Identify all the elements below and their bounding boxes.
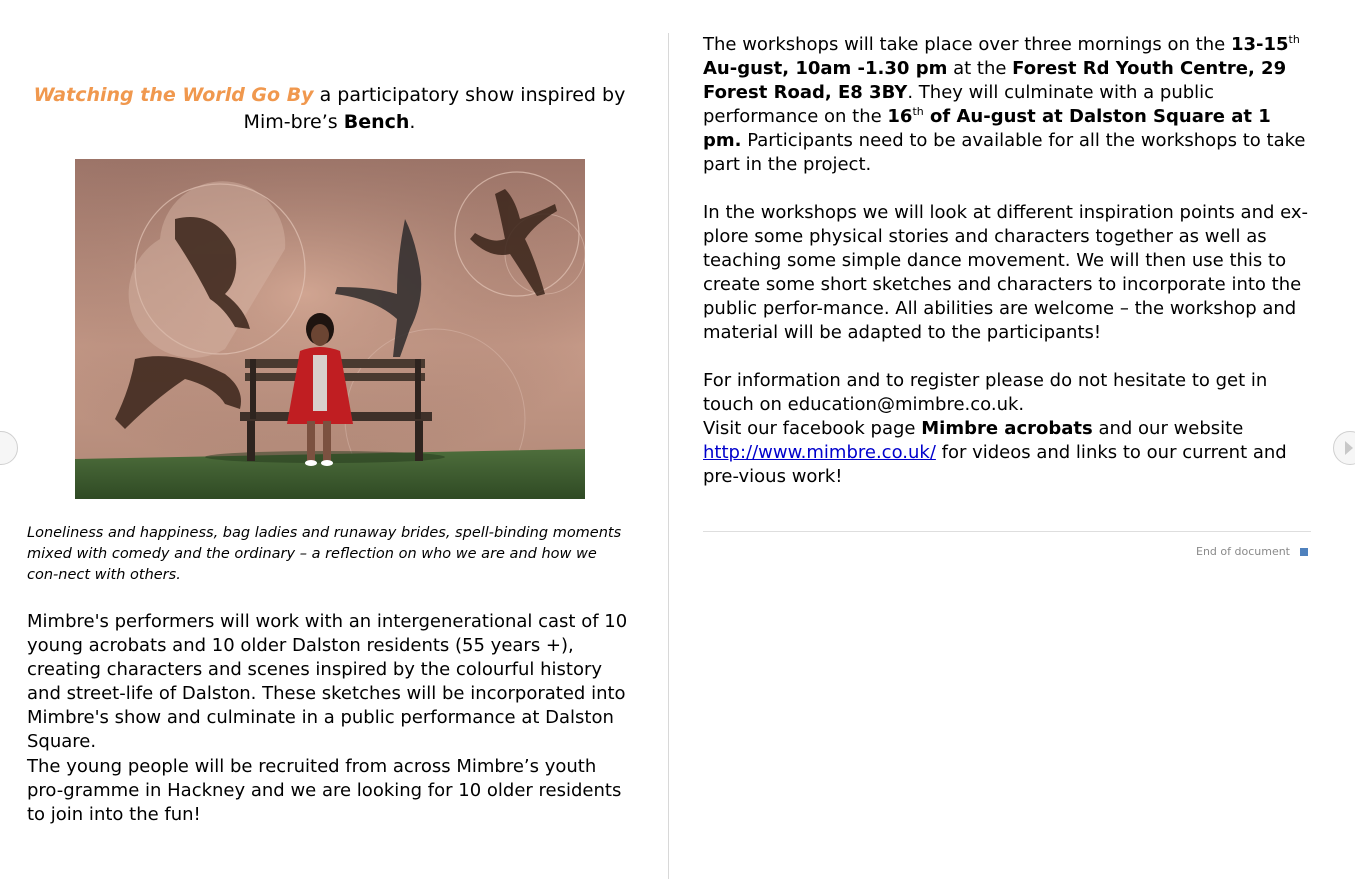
text: Visit our facebook page — [703, 418, 922, 439]
text: and our website — [1092, 418, 1244, 439]
text: . They will culminate with a public performance on the — [703, 82, 1215, 127]
text: Participants need to be available for all the workshops to take part in the project. — [703, 130, 1306, 175]
text: for videos and links to our current and pre-vious work! — [703, 442, 1287, 487]
end-of-document-label: End of document — [1196, 545, 1290, 558]
performance-photo — [75, 159, 585, 499]
show-title — [27, 82, 632, 136]
paragraph-mimbre-performers: Mimbre's performers will work with an intergenerational cast of 10 young acrobats and 10 older Dalston residents (55 years +), creating characters and scenes inspired by the colourful history and street-life of Dalston. These sketches will be incorporated into Mimbre's show and culminate in a public performance at Dalston Square. — [27, 611, 628, 752]
next-page-button[interactable] — [1333, 431, 1355, 465]
title-end: . — [409, 111, 416, 133]
column-divider — [668, 33, 669, 879]
performance-photo-image — [75, 159, 585, 499]
bold-text: Forest Rd Youth Centre, 29 Forest Road, E8 3BY — [703, 58, 1287, 103]
bold-text: Au-gust, 10am -1.30 pm — [703, 58, 948, 79]
website-link[interactable]: http://www.mimbre.co.uk/ — [703, 442, 936, 463]
title-text: a participatory show inspired by Mim-bre’s — [243, 84, 626, 133]
photo-caption: Loneliness and happiness, bag ladies and runaway brides, spell-binding moments mixed with comedy and the ordinary – a reflection on who we are and how we con-nect with others. — [27, 525, 622, 583]
contact-paragraph — [703, 369, 1315, 489]
superscript: th — [1288, 33, 1300, 46]
contact-text: For information and to register please do not hesitate to get in touch on education@mimbre.co.uk. — [703, 370, 1268, 415]
bold-text: 13-15 — [1230, 34, 1289, 55]
workshop-content-paragraph: In the workshops we will look at different inspiration points and ex-plore some physical stories and characters together as well as teaching some simple dance movement. We will then use this to create some short sketches and characters to incorporate into the public perfor-mance. All abilities are welcome – the workshop and material will be adapted to the participants! — [703, 202, 1309, 343]
text: The workshops will take place over three mornings on the — [703, 34, 1231, 55]
right-column — [703, 33, 1315, 513]
end-marker-icon — [1300, 548, 1308, 556]
superscript: th — [912, 105, 924, 118]
title-bold: Bench — [343, 111, 410, 133]
title-italic: Watching the World Go By — [33, 84, 314, 106]
previous-page-button[interactable] — [0, 431, 18, 465]
chevron-right-icon — [1345, 441, 1353, 455]
facebook-page-name: Mimbre acrobats — [921, 418, 1093, 439]
paragraph-young-people: The young people will be recruited from across Mimbre’s youth pro-gramme in Hackney and we are looking for 10 older residents to join into the fun! — [27, 756, 622, 825]
end-rule — [703, 531, 1311, 532]
bold-text: 16 — [887, 106, 913, 127]
bold-text: of Au-gust at Dalston Square at 1 pm. — [703, 106, 1271, 151]
text: at the — [947, 58, 1013, 79]
workshop-details-paragraph — [703, 33, 1315, 177]
